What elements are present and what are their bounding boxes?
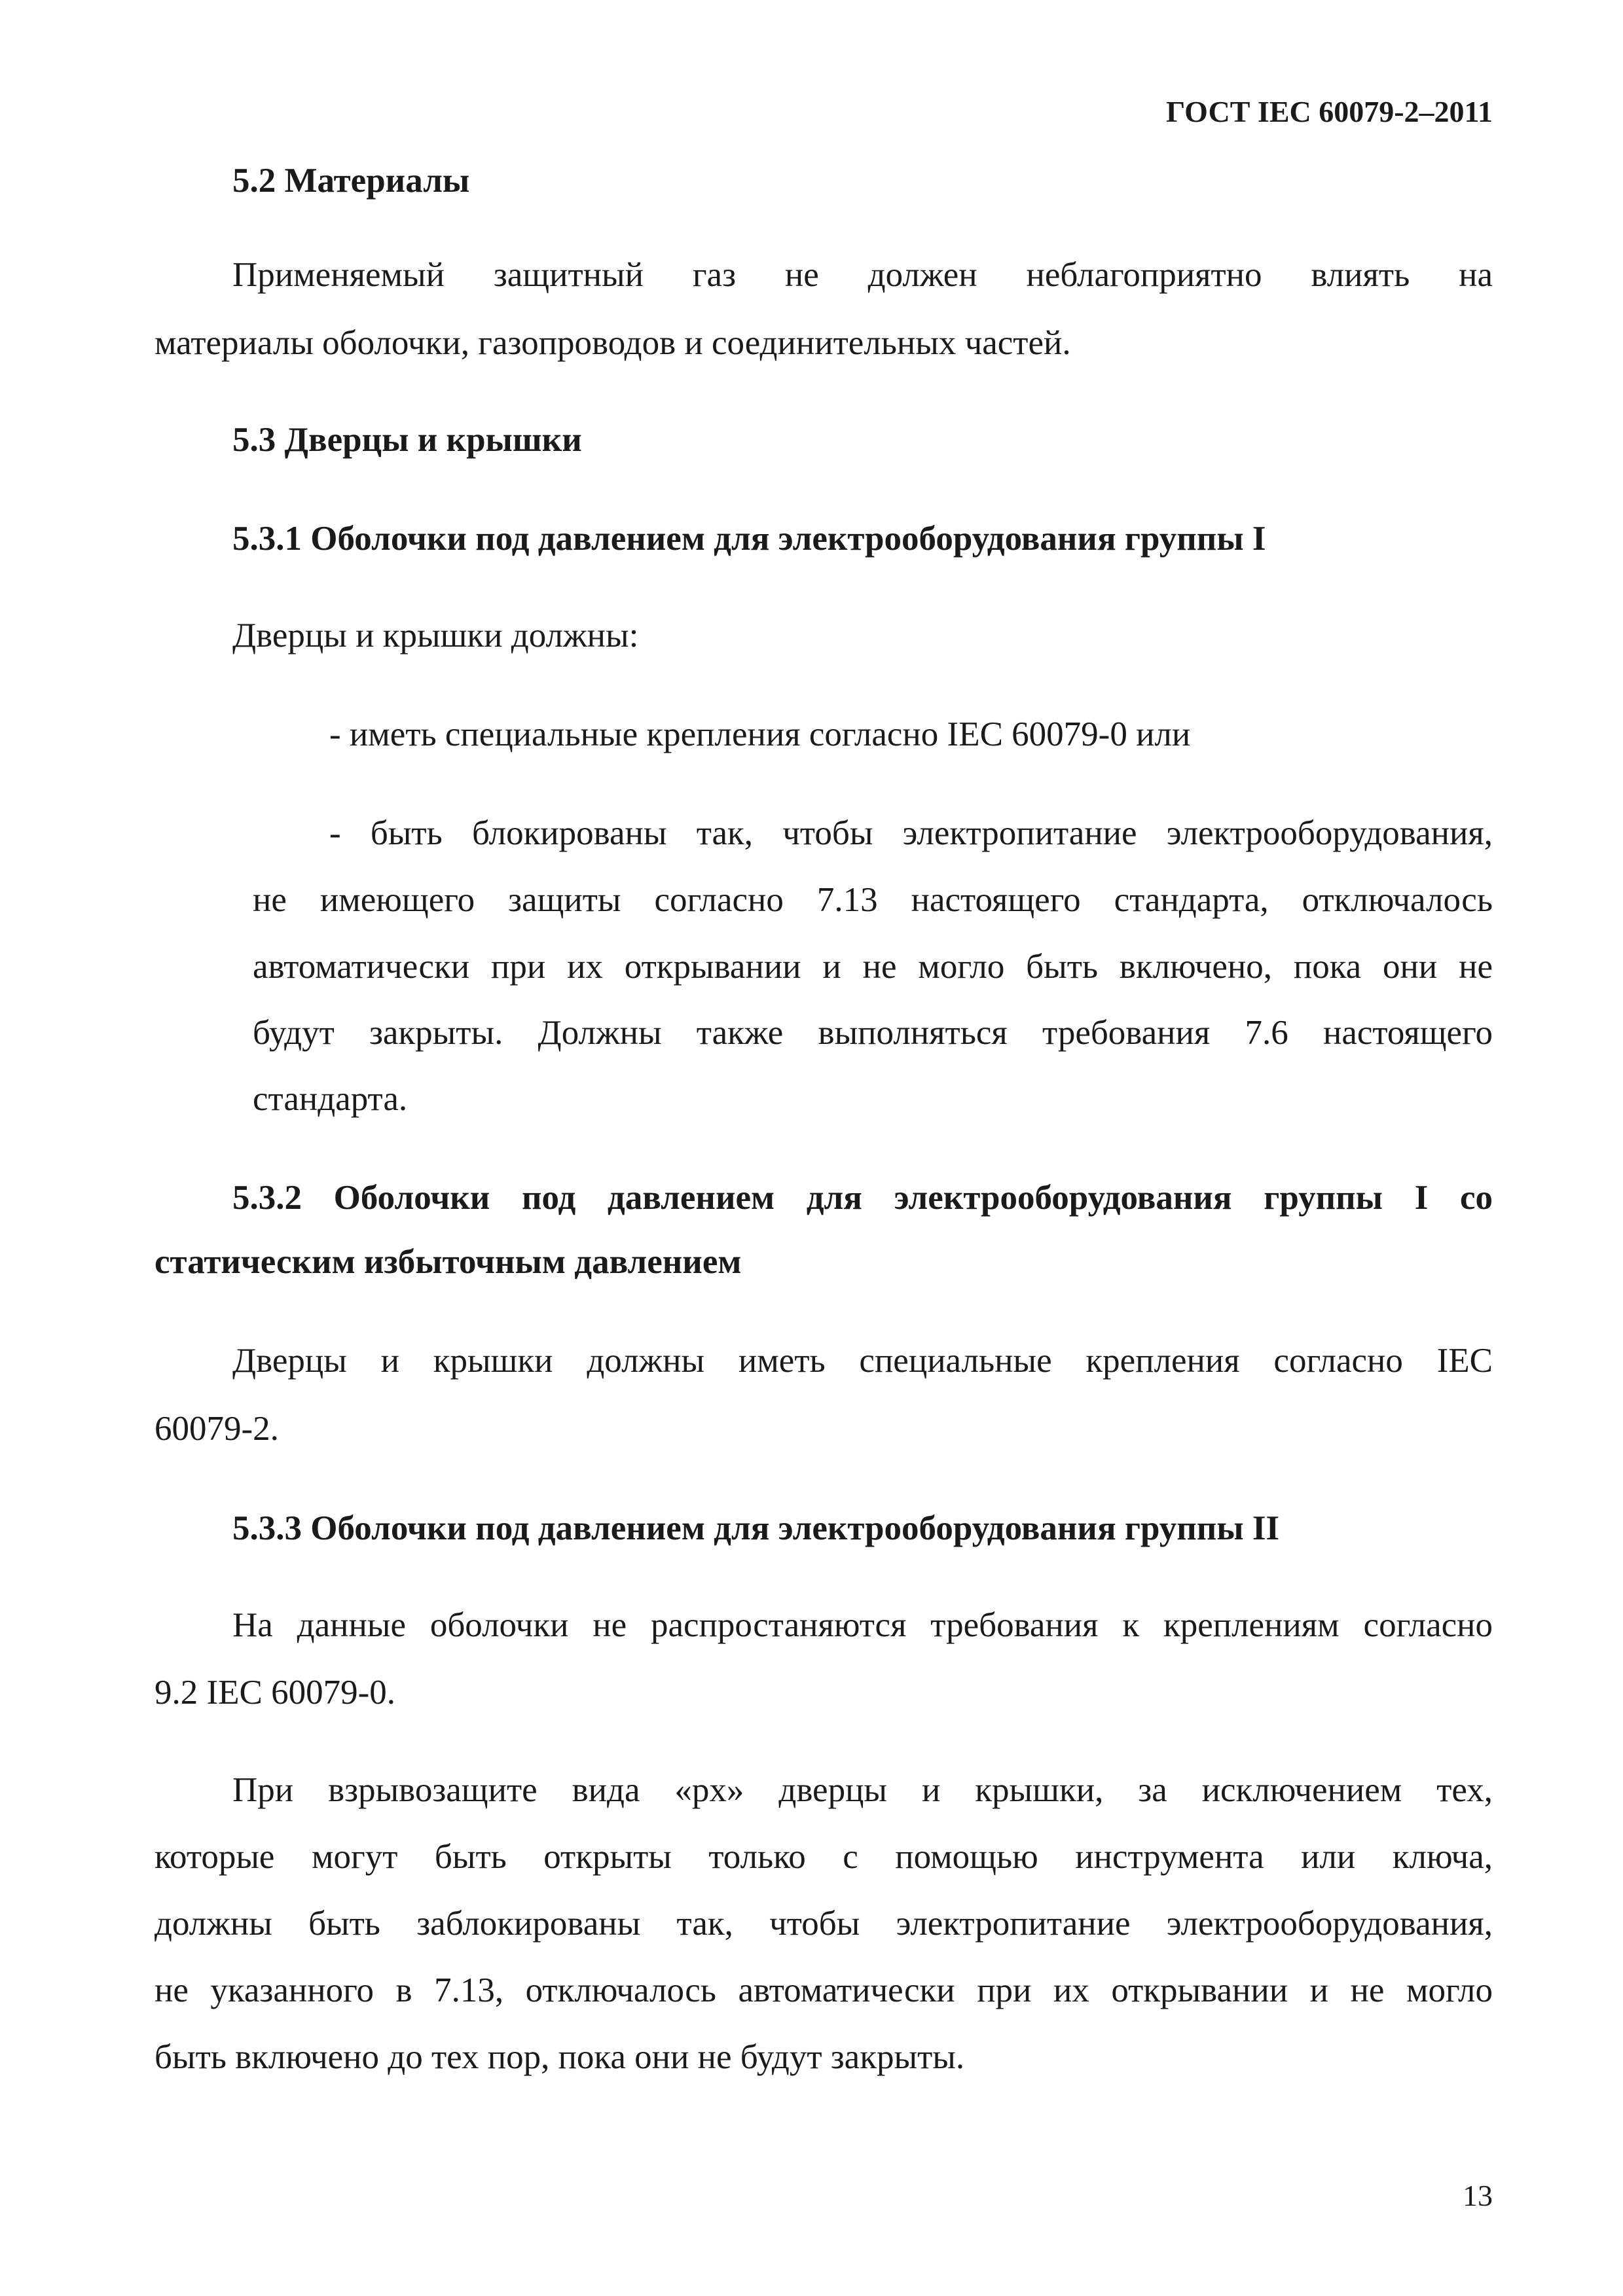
section-5-3-3-paragraph-1-line-1: На данные оболочки не распростаняются требования к креплениям согласно <box>232 1606 1493 1644</box>
list-item-2-line-1: - быть блокированы так, чтобы электропитание электрооборудования, <box>329 814 1493 852</box>
section-5-2-paragraph-line-2: материалы оболочки, газопроводов и соединительных частей. <box>155 324 1071 362</box>
section-5-2-paragraph-line-1: Применяемый защитный газ не должен неблагоприятно влиять на <box>232 256 1493 294</box>
section-5-3-2-paragraph-line-1: Дверцы и крышки должны иметь специальные крепления согласно IEC <box>232 1342 1493 1380</box>
list-item-2-line-2: не имеющего защиты согласно 7.13 настоящего стандарта, отключалось <box>253 881 1493 919</box>
section-5-3-heading: 5.3 Дверцы и крышки <box>232 421 582 459</box>
section-5-3-2-heading-line-2: статическим избыточным давлением <box>155 1243 742 1281</box>
section-5-3-3-paragraph-2-line-2: которые могут быть открыты только с помощью инструмента или ключа, <box>155 1838 1493 1876</box>
section-5-3-3-paragraph-2-line-1: При взрывозащите вида «px» дверцы и крышки, за исключением тех, <box>232 1771 1493 1809</box>
page-number: 13 <box>1463 2179 1493 2212</box>
section-5-3-3-heading: 5.3.3 Оболочки под давлением для электрооборудования группы II <box>232 1509 1280 1547</box>
section-5-3-3-paragraph-1-line-2: 9.2 IEC 60079-0. <box>155 1674 396 1712</box>
list-item-2-line-3: автоматически при их открывании и не могло быть включено, пока они не <box>253 948 1493 986</box>
section-5-3-2-paragraph-line-2: 60079-2. <box>155 1410 279 1448</box>
section-5-3-1-heading: 5.3.1 Оболочки под давлением для электрооборудования группы I <box>232 520 1266 558</box>
section-5-3-1-intro: Дверцы и крышки должны: <box>232 617 639 655</box>
section-5-2-heading: 5.2 Материалы <box>232 162 470 200</box>
list-item-2-line-4: будут закрыты. Должны также выполняться требования 7.6 настоящего <box>253 1014 1493 1052</box>
list-item-1: - иметь специальные крепления согласно IEC 60079-0 или <box>329 715 1191 753</box>
section-5-3-3-paragraph-2-line-3: должны быть заблокированы так, чтобы электропитание электрооборудования, <box>155 1905 1493 1943</box>
document-code-header: ГОСТ IEC 60079-2–2011 <box>1166 95 1493 128</box>
list-item-2-line-5: стандарта. <box>253 1080 408 1118</box>
section-5-3-2-heading-line-1: 5.3.2 Оболочки под давлением для электрооборудования группы I со <box>232 1179 1493 1217</box>
section-5-3-3-paragraph-2-line-5: быть включено до тех пор, пока они не будут закрыты. <box>155 2038 965 2076</box>
section-5-3-3-paragraph-2-line-4: не указанного в 7.13, отключалось автоматически при их открывании и не могло <box>155 1971 1493 2009</box>
